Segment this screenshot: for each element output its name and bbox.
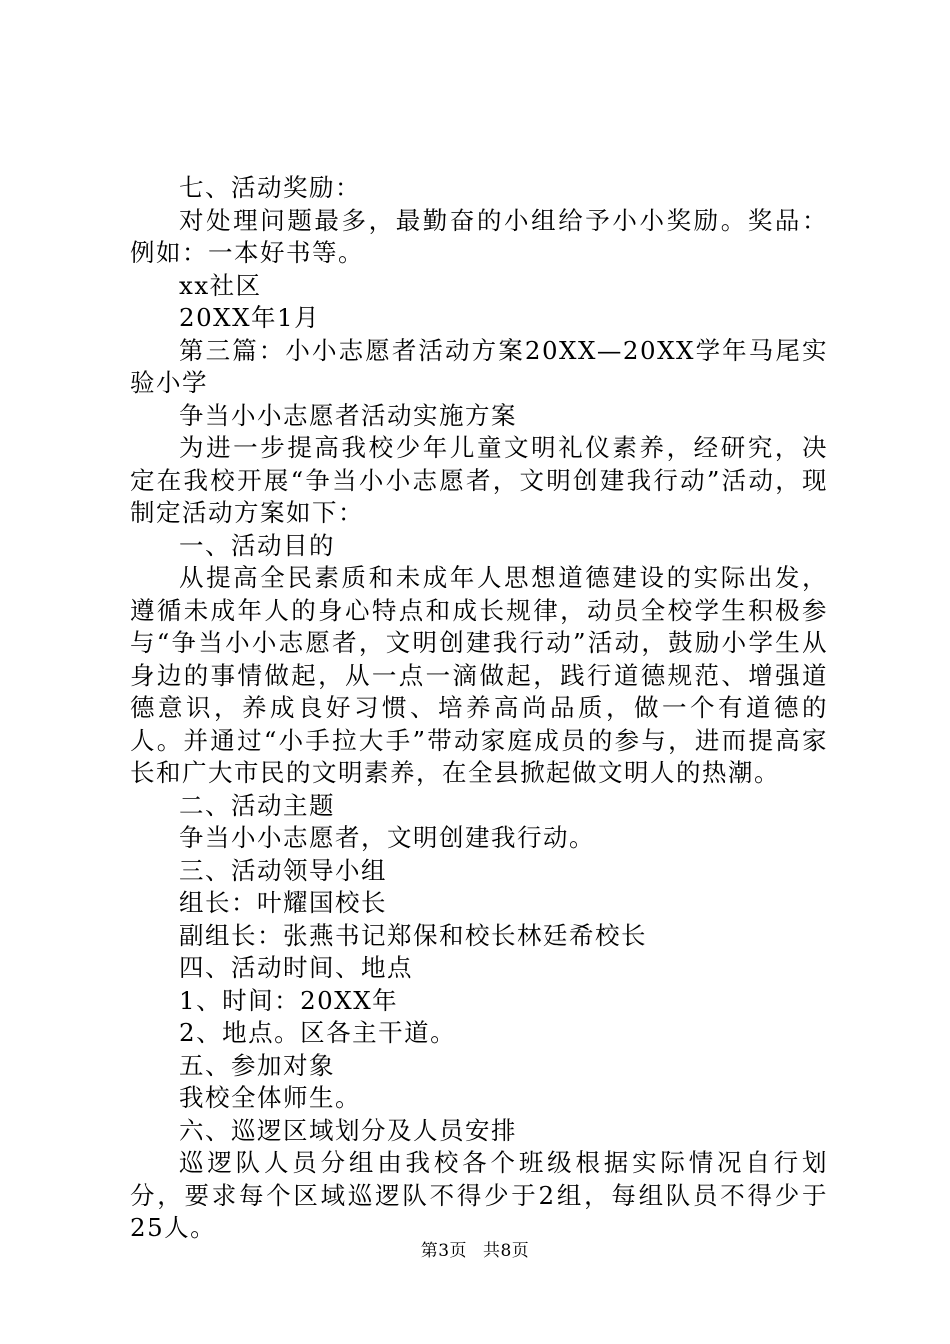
paragraph-intro: 为进一步提高我校少年儿童文明礼仪素养，经研究，决定在我校开展“争当小小志愿者，文明创建我行动”活动，现制定活动方案如下：	[130, 433, 828, 527]
section-heading-patrol: 六、巡逻区域划分及人员安排	[179, 1115, 517, 1145]
paragraph-deputy-leaders: 副组长：张燕书记郑保和校长林廷希校长	[179, 920, 647, 950]
document-body	[130, 172, 828, 1245]
paragraph-time: 1、时间：20XX年	[179, 985, 399, 1015]
paragraph-place: 2、地点。区各主干道。	[179, 1018, 457, 1047]
signature-organization: xx社区	[179, 270, 262, 300]
page-total: 共8页	[482, 1241, 530, 1261]
signature-date: 20XX年1月	[179, 303, 321, 332]
page-number: 第3页	[420, 1241, 468, 1261]
section-heading-time-place: 四、活动时间、地点	[179, 953, 413, 982]
page-footer	[0, 1240, 950, 1262]
paragraph-participants: 我校全体师生。	[179, 1083, 361, 1112]
section-heading-rewards: 七、活动奖励：	[179, 173, 361, 202]
paragraph-theme: 争当小小志愿者，文明创建我行动。	[179, 823, 595, 852]
paragraph-patrol: 巡逻队人员分组由我校各个班级根据实际情况自行划分，要求每个区域巡逻队不得少于2组，每组队员不得少于25人。	[130, 1148, 828, 1242]
plan-title: 争当小小志愿者活动实施方案	[179, 400, 517, 430]
section-heading-participants: 五、参加对象	[179, 1050, 335, 1080]
section-heading-purpose: 一、活动目的	[179, 530, 335, 560]
chapter-title: 第三篇：小小志愿者活动方案20XX—20XX学年马尾实验小学	[130, 335, 828, 397]
paragraph-purpose: 从提高全民素质和未成年人思想道德建设的实际出发，遵循未成年人的身心特点和成长规律，动员全校学生积极参与“争当小小志愿者，文明创建我行动”活动，鼓励小学生从身边的事情做起，从一点一滴做起，践行道德规范、增强道德意识，养成良好习惯、培养高尚品质，做一个有道德的人。并通过“小手拉大手”带动家庭成员的参与，进而提高家长和广大市民的文明素养，在全县掀起做文明人的热潮。	[130, 563, 828, 787]
paragraph-leader: 组长：叶耀国校长	[179, 888, 387, 917]
section-heading-theme: 二、活动主题	[179, 790, 335, 820]
section-heading-leadership: 三、活动领导小组	[179, 855, 387, 885]
paragraph-rewards: 对处理问题最多，最勤奋的小组给予小小奖励。奖品：例如：一本好书等。	[130, 205, 828, 267]
